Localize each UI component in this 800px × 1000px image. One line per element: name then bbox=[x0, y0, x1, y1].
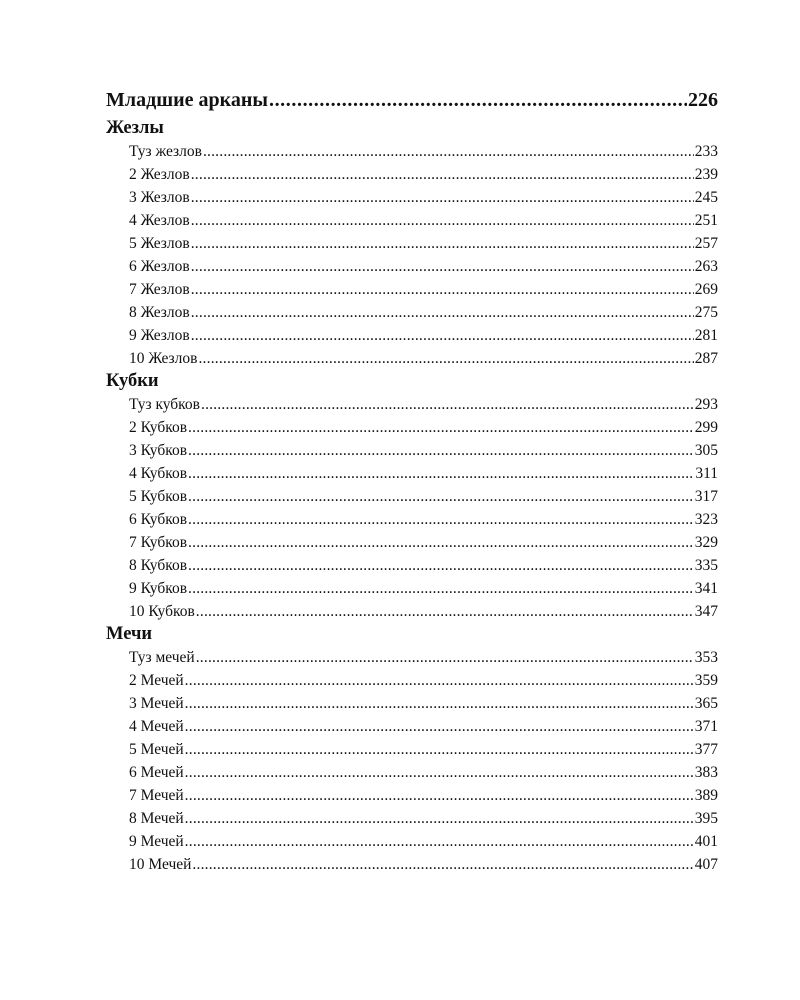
toc-entry-page: 389 bbox=[694, 787, 718, 804]
toc-entry-row[interactable] bbox=[106, 830, 718, 853]
toc-entry-label: 3 Жезлов bbox=[129, 189, 190, 206]
toc-section-title[interactable]: Кубки bbox=[106, 371, 159, 391]
toc-entry-page: 365 bbox=[694, 695, 718, 712]
toc-entry-page: 233 bbox=[694, 143, 718, 160]
toc-entry-page: 359 bbox=[694, 672, 718, 689]
toc-entry-page: 269 bbox=[694, 281, 718, 298]
toc-entry-row[interactable] bbox=[106, 163, 718, 186]
toc-part-label: Младшие арканы bbox=[106, 89, 268, 111]
toc-entry-label: 10 Жезлов bbox=[129, 350, 198, 367]
toc-entry-page: 305 bbox=[694, 442, 718, 459]
toc-entry-row[interactable] bbox=[106, 715, 718, 738]
toc-entry-row[interactable] bbox=[106, 807, 718, 830]
toc-entry-label: 3 Кубков bbox=[129, 442, 188, 459]
toc-entry-page: 323 bbox=[694, 511, 718, 528]
toc-entry-page: 383 bbox=[694, 764, 718, 781]
toc-leader-dots bbox=[188, 554, 694, 577]
toc-part-page: 226 bbox=[688, 89, 718, 111]
toc-section bbox=[106, 370, 718, 623]
toc-leader-dots bbox=[188, 485, 694, 508]
toc-section bbox=[106, 623, 718, 876]
toc-leader-dots bbox=[188, 439, 694, 462]
toc-entry-label: 3 Мечей bbox=[129, 695, 184, 712]
toc-leader-dots bbox=[188, 462, 694, 485]
toc-leader-dots bbox=[191, 232, 694, 255]
toc-entry-page: 275 bbox=[694, 304, 718, 321]
toc-entry-row[interactable] bbox=[106, 738, 718, 761]
toc-leader-dots bbox=[198, 347, 693, 370]
toc-entry-page: 401 bbox=[694, 833, 718, 850]
toc-entry-label: 10 Мечей bbox=[129, 856, 192, 873]
toc-entry-row[interactable] bbox=[106, 600, 718, 623]
toc-entry-label: 5 Жезлов bbox=[129, 235, 190, 252]
toc-leader-dots bbox=[185, 830, 694, 853]
toc-entry-page: 299 bbox=[694, 419, 718, 436]
table-of-contents bbox=[106, 86, 718, 876]
toc-entry-label: Туз жезлов bbox=[129, 143, 202, 160]
toc-entry-page: 347 bbox=[694, 603, 718, 620]
toc-entry-label: 6 Мечей bbox=[129, 764, 184, 781]
toc-leader-dots bbox=[191, 301, 694, 324]
toc-leader-dots bbox=[185, 784, 694, 807]
toc-entry-row[interactable] bbox=[106, 209, 718, 232]
toc-entry-page: 371 bbox=[694, 718, 718, 735]
toc-entry-row[interactable] bbox=[106, 692, 718, 715]
toc-leader-dots bbox=[191, 163, 694, 186]
toc-entry-label: 8 Кубков bbox=[129, 557, 188, 574]
toc-leader-dots bbox=[203, 140, 694, 163]
toc-leader-dots bbox=[185, 738, 694, 761]
toc-leader-dots bbox=[191, 209, 694, 232]
toc-leader-dots bbox=[192, 853, 693, 876]
toc-entry-row[interactable] bbox=[106, 554, 718, 577]
toc-entry-label: 4 Жезлов bbox=[129, 212, 190, 229]
toc-entry-row[interactable] bbox=[106, 439, 718, 462]
toc-entry-label: Туз кубков bbox=[129, 396, 200, 413]
toc-entry-page: 377 bbox=[694, 741, 718, 758]
toc-entry-row[interactable] bbox=[106, 232, 718, 255]
toc-leader-dots bbox=[191, 186, 694, 209]
toc-entry-row[interactable] bbox=[106, 485, 718, 508]
toc-leader-dots bbox=[196, 646, 694, 669]
toc-entry-label: 7 Мечей bbox=[129, 787, 184, 804]
toc-entry-row[interactable] bbox=[106, 255, 718, 278]
toc-entry-label: 9 Кубков bbox=[129, 580, 188, 597]
toc-section-title[interactable]: Жезлы bbox=[106, 118, 164, 138]
toc-entry-page: 257 bbox=[694, 235, 718, 252]
toc-entry-label: 6 Жезлов bbox=[129, 258, 190, 275]
toc-entry-label: 5 Мечей bbox=[129, 741, 184, 758]
toc-entry-page: 287 bbox=[694, 350, 718, 367]
toc-entry-page: 341 bbox=[694, 580, 718, 597]
toc-leader-dots bbox=[188, 577, 694, 600]
toc-entry-label: 2 Мечей bbox=[129, 672, 184, 689]
toc-entry-label: 9 Жезлов bbox=[129, 327, 190, 344]
toc-leader-dots bbox=[185, 692, 694, 715]
toc-entry-row[interactable] bbox=[106, 301, 718, 324]
toc-leader-dots bbox=[196, 600, 694, 623]
toc-section bbox=[106, 117, 718, 370]
toc-leader-dots bbox=[269, 86, 687, 114]
toc-entry-row[interactable] bbox=[106, 416, 718, 439]
toc-entry-label: 8 Мечей bbox=[129, 810, 184, 827]
toc-entry-page: 281 bbox=[694, 327, 718, 344]
toc-entry-label: 5 Кубков bbox=[129, 488, 188, 505]
toc-entry-label: 9 Мечей bbox=[129, 833, 184, 850]
toc-leader-dots bbox=[185, 669, 694, 692]
toc-entry-row[interactable] bbox=[106, 646, 718, 669]
toc-entry-page: 395 bbox=[694, 810, 718, 827]
toc-entry-label: 4 Мечей bbox=[129, 718, 184, 735]
toc-leader-dots bbox=[191, 324, 694, 347]
toc-entry-page: 239 bbox=[694, 166, 718, 183]
toc-entry-row[interactable] bbox=[106, 784, 718, 807]
toc-entry-row[interactable] bbox=[106, 508, 718, 531]
toc-leader-dots bbox=[188, 531, 694, 554]
toc-sections bbox=[106, 117, 718, 876]
toc-entry-label: Туз мечей bbox=[129, 649, 195, 666]
toc-entry-page: 251 bbox=[694, 212, 718, 229]
toc-leader-dots bbox=[185, 761, 694, 784]
toc-entry-page: 293 bbox=[694, 396, 718, 413]
toc-entry-row[interactable] bbox=[106, 462, 718, 485]
toc-leader-dots bbox=[188, 416, 694, 439]
toc-leader-dots bbox=[185, 715, 694, 738]
toc-entry-label: 2 Жезлов bbox=[129, 166, 190, 183]
toc-leader-dots bbox=[201, 393, 694, 416]
toc-leader-dots bbox=[185, 807, 694, 830]
toc-section-title[interactable]: Мечи bbox=[106, 624, 153, 644]
toc-entry-row[interactable] bbox=[106, 531, 718, 554]
toc-entry-row[interactable] bbox=[106, 853, 718, 876]
toc-leader-dots bbox=[191, 278, 694, 301]
toc-entry-label: 2 Кубков bbox=[129, 419, 188, 436]
toc-entry-page: 317 bbox=[694, 488, 718, 505]
toc-entry-label: 6 Кубков bbox=[129, 511, 188, 528]
toc-leader-dots bbox=[191, 255, 694, 278]
toc-entry-row[interactable] bbox=[106, 347, 718, 370]
toc-entry-label: 7 Жезлов bbox=[129, 281, 190, 298]
toc-entry-row[interactable] bbox=[106, 324, 718, 347]
toc-entry-label: 10 Кубков bbox=[129, 603, 195, 620]
toc-entry-row[interactable] bbox=[106, 278, 718, 301]
toc-entry-page: 353 bbox=[694, 649, 718, 666]
toc-entry-row[interactable] bbox=[106, 669, 718, 692]
toc-entry-row[interactable] bbox=[106, 393, 718, 416]
toc-entry-page: 311 bbox=[695, 465, 718, 482]
toc-entry-page: 263 bbox=[694, 258, 718, 275]
toc-entry-page: 335 bbox=[694, 557, 718, 574]
toc-entry-label: 7 Кубков bbox=[129, 534, 188, 551]
toc-entry-row[interactable] bbox=[106, 761, 718, 784]
toc-part-row[interactable] bbox=[106, 86, 718, 114]
toc-entry-label: 4 Кубков bbox=[129, 465, 188, 482]
toc-leader-dots bbox=[188, 508, 694, 531]
toc-entry-row[interactable] bbox=[106, 186, 718, 209]
toc-entry-row[interactable] bbox=[106, 140, 718, 163]
toc-entry-page: 329 bbox=[694, 534, 718, 551]
toc-entry-row[interactable] bbox=[106, 577, 718, 600]
toc-entry-label: 8 Жезлов bbox=[129, 304, 190, 321]
toc-entry-page: 407 bbox=[694, 856, 718, 873]
toc-entry-page: 245 bbox=[694, 189, 718, 206]
